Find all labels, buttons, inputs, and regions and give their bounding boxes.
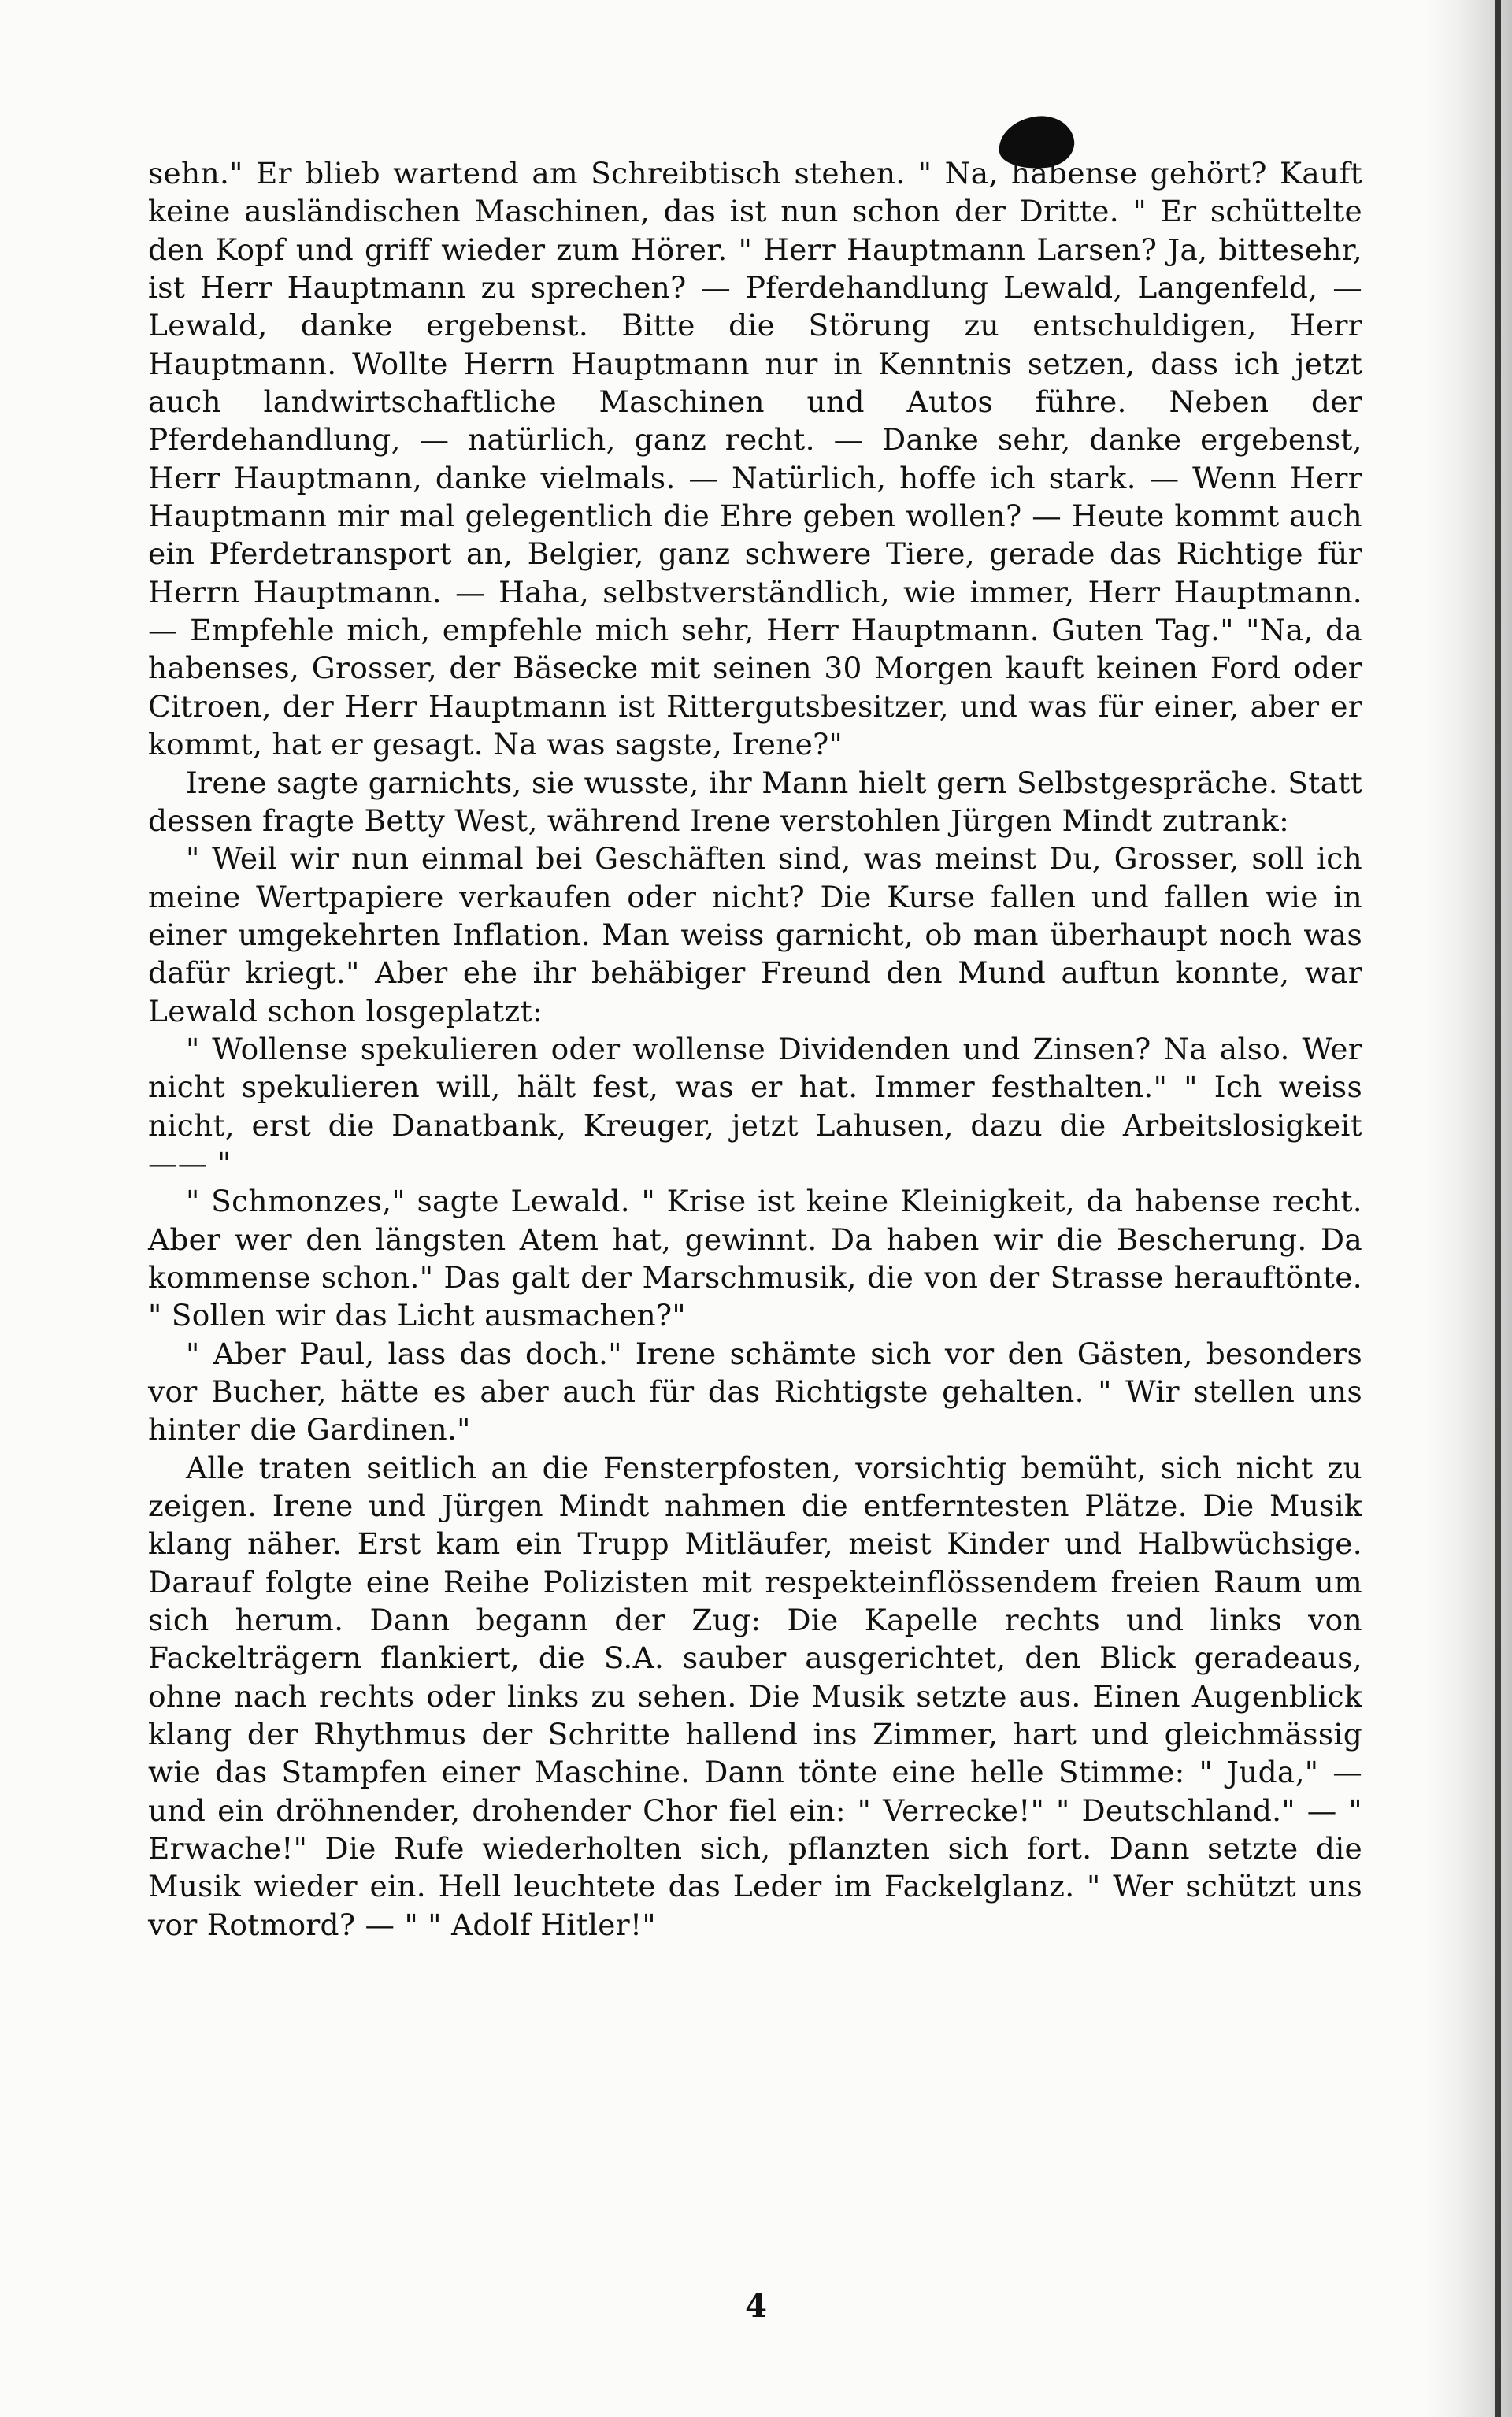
paragraph-gardinen: " Aber Paul, lass das doch." Irene schämte sich vor den Gästen, besonders vor Bucher, hätte es aber auch für das Richtigste gehalten. " Wir stellen uns hinter die Gardinen." (148, 1336, 1362, 1448)
paragraph-fackelzug: Alle traten seitlich an die Fensterpfosten, vorsichtig bemüht, sich nicht zu zeigen. Irene und Jürgen Mindt nahmen die entferntesten Plätze. Die Musik klang näher. Erst kam ein Trupp Mitläufer, meist Kinder und Halbwüchsige. Darauf folgte eine Reihe Polizisten mit respekteinflössendem freien Raum um sich herum. Dann begann der Zug: Die Kapelle rechts und links von Fackelträgern flankiert, die S.A. sauber ausgerichtet, den Blick geradeaus, ohne nach rechts oder links zu sehen. Die Musik setzte aus. Einen Augenblick klang der Rhythmus der Schritte hallend ins Zimmer, hart und gleichmässig wie das Stampfen einer Maschine. Dann tönte eine helle Stimme: " Juda," — und ein dröhnender, drohender Chor fiel ein: " Verrecke!" " Deutschland." — " Erwache!" Die Rufe wiederholten sich, pflanzten sich fort. Dann setzte die Musik wieder ein. Hell leuchtete das Leder im Fackelglanz. " Wer schützt uns vor Rotmord? — " " Adolf Hitler!" (148, 1450, 1362, 1942)
page-edge-line (1495, 0, 1501, 2417)
body-text (148, 154, 1362, 1944)
paragraph-continuation: sehn." Er blieb wartend am Schreibtisch stehen. " Na, habense gehört? Kauft keine ausländischen Maschinen, das ist nun schon der Dritte. " Er schüttelte den Kopf und griff wieder zum Hörer. " Herr Hauptmann Larsen? Ja, bittesehr, ist Herr Hauptmann zu sprechen? — Pferdehandlung Lewald, Langenfeld, — Lewald, danke ergebenst. Bitte die Störung zu entschuldigen, Herr Hauptmann. Wollte Herrn Hauptmann nur in Kenntnis setzen, dass ich jetzt auch landwirtschaftliche Maschinen und Autos führe. Neben der Pferdehandlung, — natürlich, ganz recht. — Danke sehr, danke ergebenst, Herr Hauptmann, danke vielmals. — Natürlich, hoffe ich stark. — Wenn Herr Hauptmann mir mal gelegentlich die Ehre geben wollen? — Heute kommt auch ein Pferdetransport an, Belgier, ganz schwere Tiere, gerade das Richtige für Herrn Hauptmann. — Haha, selbstverständlich, wie immer, Herr Hauptmann. — Empfehle mich, empfehle mich sehr, Herr Hauptmann. Guten Tag." "Na, da habenses, Grosser, der Bäsecke mit seinen 30 Morgen kauft keinen Ford oder Citroen, der Herr Hauptmann ist Rittergutsbesitzer, und was für einer, aber er kommt, hat er gesagt. Na was sagste, Irene?" (148, 156, 1362, 762)
paragraph-wertpapiere: " Weil wir nun einmal bei Geschäften sind, was meinst Du, Grosser, soll ich meine Wertpapiere verkaufen oder nicht? Die Kurse fallen und fallen wie in einer umgekehrten Inflation. Man weiss garnicht, ob man überhaupt noch was dafür kriegt." Aber ehe ihr behäbiger Freund den Mund auftun konnte, war Lewald schon losgeplatzt: (148, 841, 1362, 1029)
paragraph-schmonzes: " Schmonzes," sagte Lewald. " Krise ist keine Kleinigkeit, da habense recht. Aber wer den längsten Atem hat, gewinnt. Da haben wir die Bescherung. Da kommense schon." Das galt der Marschmusik, die von der Strasse herauftönte. " Sollen wir das Licht ausmachen?" (148, 1184, 1362, 1333)
paragraph-irene: Irene sagte garnichts, sie wusste, ihr Mann hielt gern Selbstgespräche. Statt dessen fragte Betty West, während Irene verstohlen Jürgen Mindt zutrank: (148, 765, 1362, 838)
page-number: 4 (745, 2288, 767, 2325)
paragraph-spekulieren: " Wollense spekulieren oder wollense Dividenden und Zinsen? Na also. Wer nicht spekulieren will, hält fest, was er hat. Immer festhalten." " Ich weiss nicht, erst die Danatbank, Kreuger, jetzt Lahusen, dazu die Arbeitslosigkeit —— " (148, 1031, 1362, 1181)
